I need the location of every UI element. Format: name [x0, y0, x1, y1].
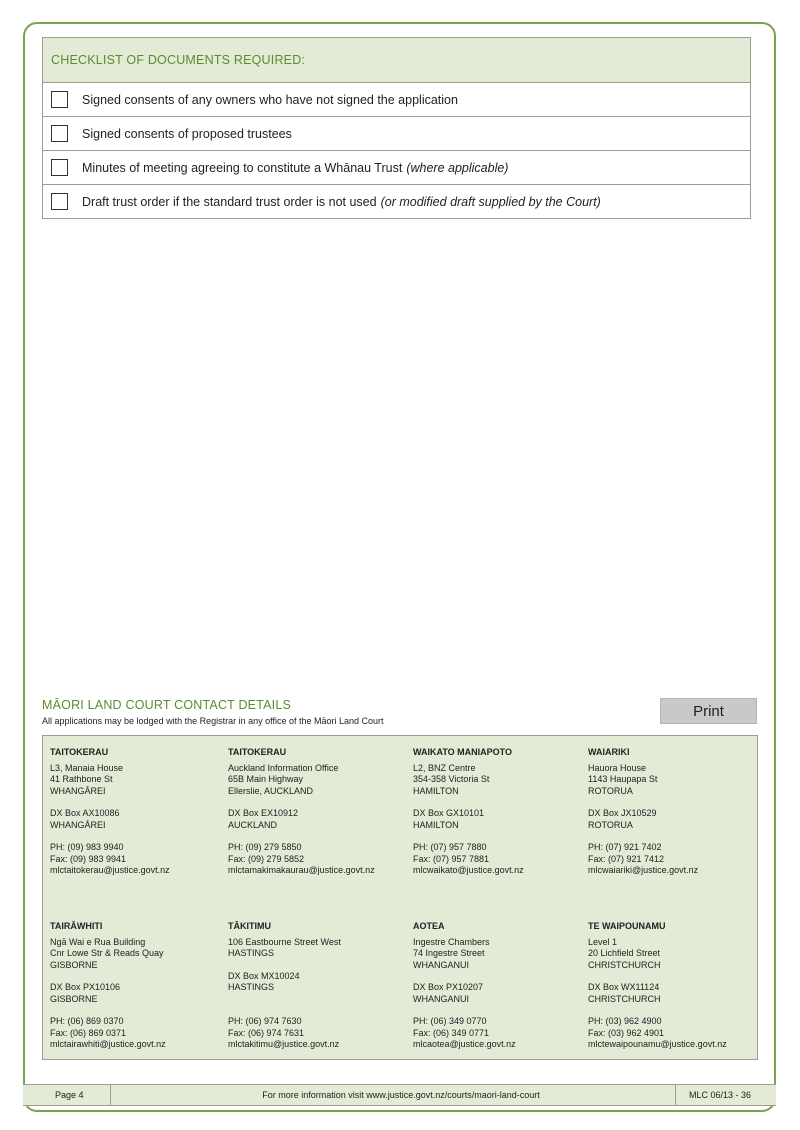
checklist-item-text: Minutes of meeting agreeing to constitute a Whānau Trust — [82, 160, 403, 175]
office-dx-city: ROTORUA — [588, 819, 633, 830]
office-card — [228, 921, 341, 1051]
office-address-line: L3, Manaia House — [50, 762, 124, 773]
office-dx-city: HASTINGS — [228, 982, 275, 992]
office-phone: PH: (09) 279 5850 — [228, 842, 302, 852]
office-fax: Fax: (06) 974 7631 — [228, 1027, 305, 1038]
office-fax: Fax: (03) 962 4901 — [588, 1027, 665, 1038]
contact-section-title: MĀORI LAND COURT CONTACT DETAILS — [42, 698, 292, 712]
office-dx: DX Box EX10912 — [228, 808, 299, 818]
office-dx-city: GISBORNE — [50, 993, 98, 1004]
office-dx: DX Box WX11124 — [588, 982, 660, 992]
office-dx: DX Box GX10101 — [413, 808, 485, 818]
office-card — [588, 747, 698, 877]
office-email[interactable]: mlctewaipounamu@justice.govt.nz — [588, 1039, 727, 1049]
office-card — [413, 921, 516, 1051]
office-fax: Fax: (09) 279 5852 — [228, 853, 305, 864]
office-address-line: 65B Main Highway — [228, 774, 304, 784]
office-address-line: WHANGANUI — [413, 959, 469, 970]
office-name: TAITOKERAU — [50, 747, 109, 757]
office-address-line: Hauora House — [588, 762, 647, 773]
office-name: WAIKATO MANIAPOTO — [413, 747, 512, 757]
office-address-line: 74 Ingestre Street — [413, 948, 485, 958]
office-address-line: WHANGĀREI — [50, 785, 106, 796]
office-address-line: 354-358 Victoria St — [413, 774, 490, 784]
checklist-row — [43, 185, 750, 218]
checklist-row — [43, 151, 750, 185]
checkbox[interactable] — [51, 125, 68, 142]
office-phone: PH: (06) 974 7630 — [228, 1016, 302, 1026]
office-card — [50, 747, 170, 877]
office-email[interactable]: mlctamakimakaurau@justice.govt.nz — [228, 865, 375, 875]
checkbox[interactable] — [51, 91, 68, 108]
footer-info-link[interactable]: For more information visit www.justice.govt.nz/courts/maori-land-court — [262, 1090, 540, 1100]
checklist-item-text: Signed consents of any owners who have not signed the application — [82, 92, 458, 107]
office-address-line: 41 Rathbone St — [50, 774, 113, 784]
form-code: MLC 06/13 - 36 — [689, 1090, 752, 1100]
office-address-line: Ngā Wai e Rua Building — [50, 936, 146, 947]
office-card — [588, 921, 727, 1051]
office-dx-city: HAMILTON — [413, 819, 459, 830]
office-dx-city: CHRISTCHURCH — [588, 993, 661, 1004]
office-email[interactable]: mlctairawhiti@justice.govt.nz — [50, 1039, 166, 1049]
office-address-line: HASTINGS — [228, 948, 275, 958]
office-dx: DX Box JX10529 — [588, 808, 657, 818]
office-address-line: Ingestre Chambers — [413, 936, 490, 947]
office-dx: DX Box MX10024 — [228, 970, 300, 981]
office-name: AOTEA — [413, 921, 445, 931]
office-phone: PH: (07) 921 7402 — [588, 842, 662, 852]
office-address-line: Cnr Lowe Str & Reads Quay — [50, 948, 164, 958]
office-email[interactable]: mlctakitimu@justice.govt.nz — [228, 1039, 340, 1049]
office-address-line: Level 1 — [588, 936, 618, 947]
office-name: TĀKITIMU — [228, 921, 271, 931]
checkbox[interactable] — [51, 159, 68, 176]
office-fax: Fax: (09) 983 9941 — [50, 853, 127, 864]
office-phone: PH: (07) 957 7880 — [413, 842, 487, 852]
office-address-line: 1143 Haupapa St — [588, 774, 658, 784]
checklist-item-text: Draft trust order if the standard trust order is not used — [82, 194, 377, 209]
checklist-item-text: Signed consents of proposed trustees — [82, 126, 292, 141]
checklist-table — [42, 37, 751, 219]
office-address-line: GISBORNE — [50, 959, 98, 970]
office-fax: Fax: (06) 869 0371 — [50, 1027, 127, 1038]
office-address-line: Auckland Information Office — [228, 762, 339, 773]
page-footer — [23, 1084, 776, 1106]
office-email[interactable]: mlcaotea@justice.govt.nz — [413, 1039, 516, 1049]
office-card — [413, 747, 524, 877]
office-email[interactable]: mlcwaiariki@justice.govt.nz — [588, 865, 699, 875]
office-phone: PH: (06) 349 0770 — [413, 1016, 487, 1026]
office-name: WAIARIKI — [588, 747, 630, 757]
office-fax: Fax: (06) 349 0771 — [413, 1027, 490, 1038]
office-phone: PH: (03) 962 4900 — [588, 1016, 662, 1026]
checklist-item-note: (where applicable) — [406, 160, 509, 175]
office-address-line: HAMILTON — [413, 785, 459, 796]
office-address-line: 20 Lichfield Street — [588, 948, 661, 958]
office-dx: DX Box AX10086 — [50, 808, 120, 818]
office-address-line: 106 Eastbourne Street West — [228, 936, 341, 947]
checklist-item-note: (or modified draft supplied by the Court) — [380, 194, 601, 209]
office-dx-city: AUCKLAND — [228, 819, 278, 830]
office-name: TAIRĀWHITI — [50, 921, 103, 931]
office-address-line: ROTORUA — [588, 785, 633, 796]
office-phone: PH: (06) 869 0370 — [50, 1016, 124, 1026]
office-dx-city: WHANGANUI — [413, 993, 469, 1004]
office-fax: Fax: (07) 921 7412 — [588, 853, 665, 864]
office-phone: PH: (09) 983 9940 — [50, 842, 124, 852]
office-email[interactable]: mlctaitokerau@justice.govt.nz — [50, 865, 170, 875]
office-dx-city: WHANGĀREI — [50, 819, 106, 830]
office-name: TE WAIPOUNAMU — [588, 921, 666, 931]
page-number: Page 4 — [55, 1090, 84, 1100]
checklist-title: CHECKLIST OF DOCUMENTS REQUIRED: — [43, 38, 750, 83]
print-button[interactable]: Print — [660, 698, 757, 724]
office-card — [228, 747, 375, 877]
contact-section-subtitle: All applications may be lodged with the Registrar in any office of the Māori Land Court — [42, 716, 384, 726]
office-dx: DX Box PX10106 — [50, 982, 121, 992]
office-name: TAITOKERAU — [228, 747, 287, 757]
office-fax: Fax: (07) 957 7881 — [413, 853, 490, 864]
checkbox[interactable] — [51, 193, 68, 210]
checklist-row — [43, 83, 750, 117]
office-address-line: CHRISTCHURCH — [588, 959, 661, 970]
office-dx: DX Box PX10207 — [413, 982, 484, 992]
office-card — [50, 921, 166, 1051]
office-address-line: Ellerslie, AUCKLAND — [228, 785, 314, 796]
office-email[interactable]: mlcwaikato@justice.govt.nz — [413, 865, 524, 875]
checklist-row — [43, 117, 750, 151]
office-address-line: L2, BNZ Centre — [413, 762, 476, 773]
